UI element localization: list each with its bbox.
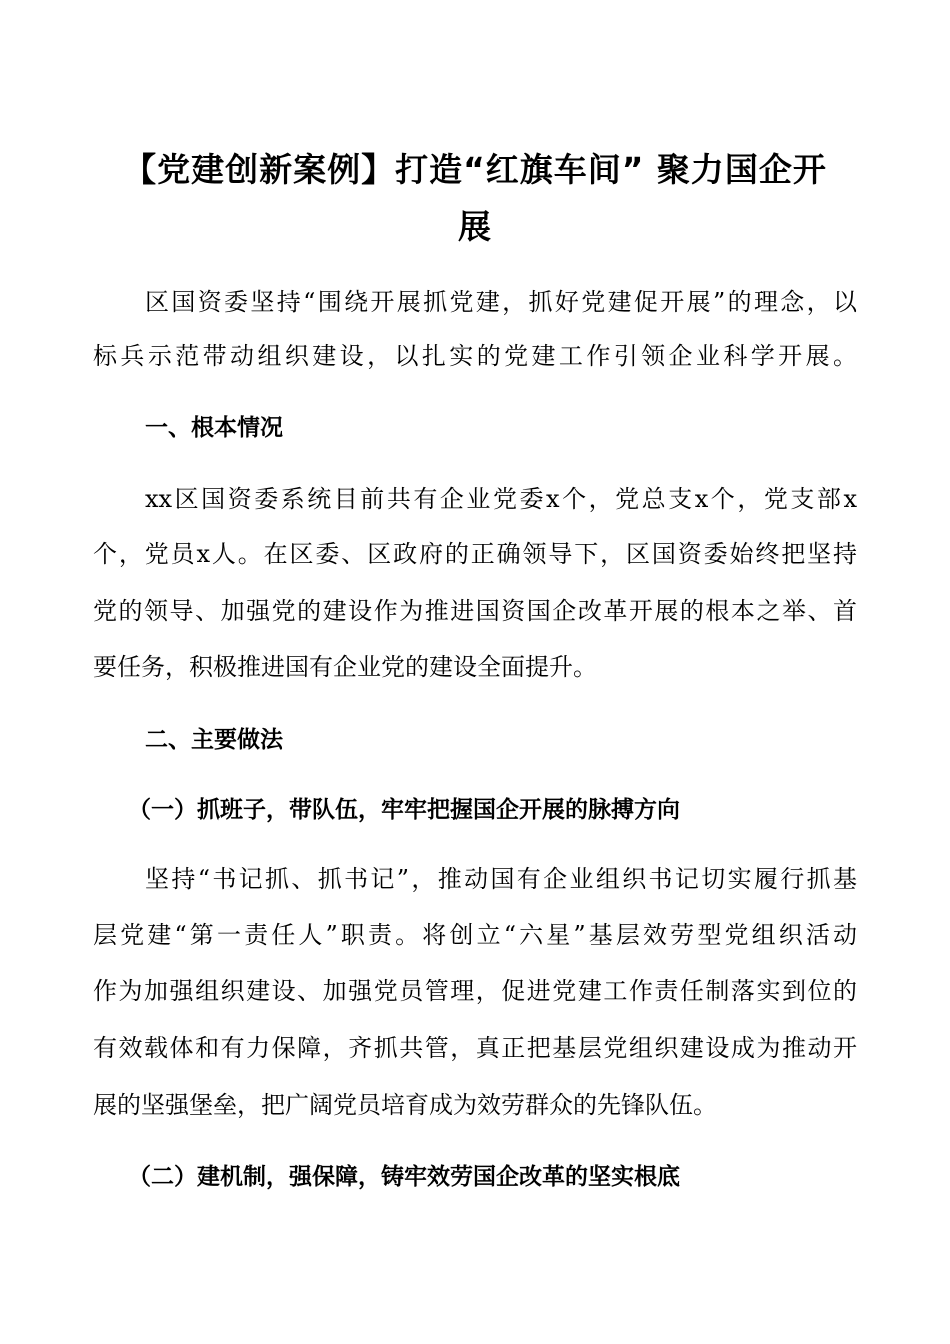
subsection-heading-1: （一）抓班子，带队伍，牢牢把握国企开展的脉搏方向 <box>128 797 680 823</box>
document-title-line-2: 展 <box>458 207 492 246</box>
section1-paragraph-line-4: 要任务，积极推进国有企业党的建设全面提升。 <box>93 653 597 681</box>
intro-paragraph-line-2: 标兵示范带动组织建设，以扎实的党建工作引领企业科学开展。 <box>93 342 857 370</box>
section1-paragraph-line-3: 党的领导、加强党的建设作为推进国资国企改革开展的根本之举、首 <box>93 597 857 625</box>
document-title-line-1: 【党建创新案例】打造“红旗车间” 聚力国企开 <box>123 150 827 189</box>
section1-paragraph-line-2: 个，党员x人。在区委、区政府的正确领导下，区国资委始终把坚持 <box>93 540 857 568</box>
intro-paragraph-line-1: 区国资委坚持“围绕开展抓党建，抓好党建促开展”的理念，以 <box>145 288 857 316</box>
section-heading-main-practices: 二、主要做法 <box>145 727 283 753</box>
sub1-paragraph-line-3: 作为加强组织建设、加强党员管理，促进党建工作责任制落实到位的 <box>93 977 857 1005</box>
section-heading-basic-situation: 一、根本情况 <box>145 415 283 441</box>
sub1-paragraph-line-1: 坚持“书记抓、抓书记”，推动国有企业组织书记切实履行抓基 <box>145 865 857 893</box>
subsection-heading-2: （二）建机制，强保障，铸牢效劳国企改革的坚实根底 <box>128 1164 680 1190</box>
sub1-paragraph-line-5: 展的坚强堡垒，把广阔党员培育成为效劳群众的先锋队伍。 <box>93 1091 717 1119</box>
sub1-paragraph-line-4: 有效载体和有力保障，齐抓共管，真正把基层党组织建设成为推动开 <box>93 1034 857 1062</box>
section1-paragraph-line-1: xx区国资委系统目前共有企业党委x个，党总支x个，党支部x <box>145 485 857 513</box>
sub1-paragraph-line-2: 层党建“第一责任人”职责。将创立“六星”基层效劳型党组织活动 <box>93 921 857 949</box>
